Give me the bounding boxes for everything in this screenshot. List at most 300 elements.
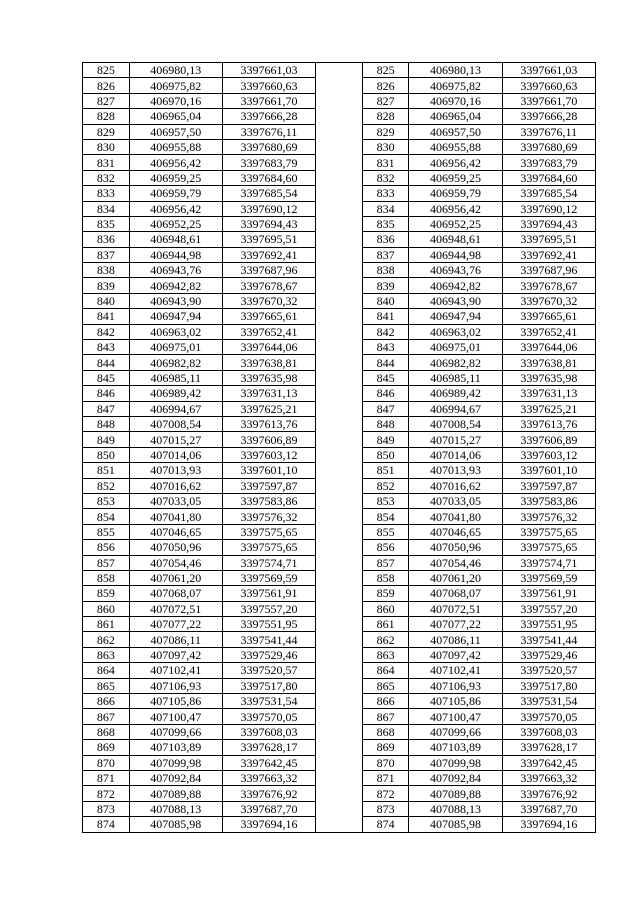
left-y-coordinate: 3397695,51 [222, 232, 315, 247]
right-point-number: 863 [362, 647, 409, 662]
right-x-coordinate: 407088,13 [409, 801, 502, 816]
left-x-coordinate: 407105,86 [129, 694, 222, 709]
column-gap [316, 647, 363, 662]
left-x-coordinate: 406952,25 [129, 216, 222, 231]
right-x-coordinate: 407046,65 [409, 524, 502, 539]
left-y-coordinate: 3397680,69 [222, 139, 315, 154]
left-x-coordinate: 406942,82 [129, 278, 222, 293]
table-row [83, 78, 596, 93]
left-x-coordinate: 407097,42 [129, 647, 222, 662]
table-row [83, 416, 596, 431]
left-point-number: 873 [83, 801, 130, 816]
table-row [83, 694, 596, 709]
table-row [83, 309, 596, 324]
right-point-number: 836 [362, 232, 409, 247]
right-point-number: 846 [362, 386, 409, 401]
table-row [83, 263, 596, 278]
left-x-coordinate: 407103,89 [129, 740, 222, 755]
left-x-coordinate: 407015,27 [129, 432, 222, 447]
right-point-number: 848 [362, 416, 409, 431]
left-x-coordinate: 406994,67 [129, 401, 222, 416]
right-y-coordinate: 3397520,57 [502, 663, 595, 678]
table-row [83, 278, 596, 293]
right-y-coordinate: 3397683,79 [502, 155, 595, 170]
left-x-coordinate: 407013,93 [129, 463, 222, 478]
right-x-coordinate: 406980,13 [409, 63, 502, 78]
right-x-coordinate: 407068,07 [409, 586, 502, 601]
right-x-coordinate: 406955,88 [409, 139, 502, 154]
table-row [83, 155, 596, 170]
left-point-number: 827 [83, 93, 130, 108]
left-y-coordinate: 3397575,65 [222, 524, 315, 539]
left-x-coordinate: 406975,82 [129, 78, 222, 93]
column-gap [316, 817, 363, 832]
left-y-coordinate: 3397583,86 [222, 493, 315, 508]
right-x-coordinate: 406947,94 [409, 309, 502, 324]
right-x-coordinate: 406975,82 [409, 78, 502, 93]
left-x-coordinate: 406959,79 [129, 186, 222, 201]
right-point-number: 826 [362, 78, 409, 93]
left-x-coordinate: 406980,13 [129, 63, 222, 78]
left-y-coordinate: 3397661,70 [222, 93, 315, 108]
table-row [83, 447, 596, 462]
right-y-coordinate: 3397551,95 [502, 617, 595, 632]
column-gap [316, 170, 363, 185]
right-y-coordinate: 3397557,20 [502, 601, 595, 616]
left-y-coordinate: 3397644,06 [222, 340, 315, 355]
table-row [83, 601, 596, 616]
right-x-coordinate: 406943,90 [409, 293, 502, 308]
right-y-coordinate: 3397680,69 [502, 139, 595, 154]
left-point-number: 860 [83, 601, 130, 616]
column-gap [316, 63, 363, 78]
right-x-coordinate: 407072,51 [409, 601, 502, 616]
table-row [83, 817, 596, 832]
left-x-coordinate: 406943,76 [129, 263, 222, 278]
column-gap [316, 540, 363, 555]
left-x-coordinate: 406965,04 [129, 109, 222, 124]
right-y-coordinate: 3397606,89 [502, 432, 595, 447]
right-y-coordinate: 3397663,32 [502, 770, 595, 785]
left-x-coordinate: 407046,65 [129, 524, 222, 539]
left-y-coordinate: 3397635,98 [222, 370, 315, 385]
right-x-coordinate: 406948,61 [409, 232, 502, 247]
coordinates-sheet [82, 62, 596, 833]
column-gap [316, 463, 363, 478]
left-y-coordinate: 3397613,76 [222, 416, 315, 431]
table-row [83, 570, 596, 585]
right-point-number: 872 [362, 786, 409, 801]
table-row [83, 617, 596, 632]
column-gap [316, 770, 363, 785]
right-point-number: 825 [362, 63, 409, 78]
table-row [83, 801, 596, 816]
column-gap [316, 524, 363, 539]
left-point-number: 850 [83, 447, 130, 462]
table-row [83, 386, 596, 401]
left-x-coordinate: 406959,25 [129, 170, 222, 185]
column-gap [316, 586, 363, 601]
right-y-coordinate: 3397694,16 [502, 817, 595, 832]
left-point-number: 854 [83, 509, 130, 524]
right-y-coordinate: 3397652,41 [502, 324, 595, 339]
left-y-coordinate: 3397638,81 [222, 355, 315, 370]
left-point-number: 874 [83, 817, 130, 832]
left-y-coordinate: 3397683,79 [222, 155, 315, 170]
left-point-number: 870 [83, 755, 130, 770]
right-y-coordinate: 3397569,59 [502, 570, 595, 585]
left-x-coordinate: 407033,05 [129, 493, 222, 508]
column-gap [316, 201, 363, 216]
left-y-coordinate: 3397660,63 [222, 78, 315, 93]
column-gap [316, 432, 363, 447]
table-row [83, 139, 596, 154]
left-x-coordinate: 407068,07 [129, 586, 222, 601]
column-gap [316, 663, 363, 678]
column-gap [316, 694, 363, 709]
table-row [83, 340, 596, 355]
column-gap [316, 293, 363, 308]
left-x-coordinate: 406989,42 [129, 386, 222, 401]
left-x-coordinate: 406948,61 [129, 232, 222, 247]
column-gap [316, 509, 363, 524]
right-point-number: 858 [362, 570, 409, 585]
right-x-coordinate: 406963,02 [409, 324, 502, 339]
left-x-coordinate: 407100,47 [129, 709, 222, 724]
right-point-number: 865 [362, 678, 409, 693]
column-gap [316, 139, 363, 154]
right-point-number: 839 [362, 278, 409, 293]
left-y-coordinate: 3397631,13 [222, 386, 315, 401]
table-row [83, 201, 596, 216]
left-x-coordinate: 406943,90 [129, 293, 222, 308]
right-point-number: 841 [362, 309, 409, 324]
left-y-coordinate: 3397597,87 [222, 478, 315, 493]
right-x-coordinate: 407050,96 [409, 540, 502, 555]
table-row [83, 770, 596, 785]
left-point-number: 828 [83, 109, 130, 124]
right-y-coordinate: 3397631,13 [502, 386, 595, 401]
right-x-coordinate: 406952,25 [409, 216, 502, 231]
right-point-number: 866 [362, 694, 409, 709]
column-gap [316, 555, 363, 570]
right-y-coordinate: 3397638,81 [502, 355, 595, 370]
left-y-coordinate: 3397574,71 [222, 555, 315, 570]
table-row [83, 647, 596, 662]
right-y-coordinate: 3397574,71 [502, 555, 595, 570]
left-y-coordinate: 3397531,54 [222, 694, 315, 709]
right-point-number: 853 [362, 493, 409, 508]
left-x-coordinate: 407072,51 [129, 601, 222, 616]
column-gap [316, 247, 363, 262]
right-y-coordinate: 3397575,65 [502, 524, 595, 539]
right-y-coordinate: 3397676,11 [502, 124, 595, 139]
left-x-coordinate: 407041,80 [129, 509, 222, 524]
left-x-coordinate: 407054,46 [129, 555, 222, 570]
right-x-coordinate: 406943,76 [409, 263, 502, 278]
left-x-coordinate: 407099,66 [129, 724, 222, 739]
right-x-coordinate: 407097,42 [409, 647, 502, 662]
left-x-coordinate: 407016,62 [129, 478, 222, 493]
right-y-coordinate: 3397661,03 [502, 63, 595, 78]
left-point-number: 826 [83, 78, 130, 93]
right-point-number: 838 [362, 263, 409, 278]
left-y-coordinate: 3397625,21 [222, 401, 315, 416]
left-point-number: 832 [83, 170, 130, 185]
right-x-coordinate: 407103,89 [409, 740, 502, 755]
right-y-coordinate: 3397660,63 [502, 78, 595, 93]
left-point-number: 839 [83, 278, 130, 293]
right-y-coordinate: 3397695,51 [502, 232, 595, 247]
left-x-coordinate: 406955,88 [129, 139, 222, 154]
right-x-coordinate: 406994,67 [409, 401, 502, 416]
left-y-coordinate: 3397561,91 [222, 586, 315, 601]
table-row [83, 632, 596, 647]
table-row [83, 493, 596, 508]
table-row [83, 432, 596, 447]
right-y-coordinate: 3397541,44 [502, 632, 595, 647]
left-point-number: 857 [83, 555, 130, 570]
right-point-number: 840 [362, 293, 409, 308]
left-y-coordinate: 3397694,43 [222, 216, 315, 231]
table-row [83, 663, 596, 678]
left-x-coordinate: 406975,01 [129, 340, 222, 355]
left-point-number: 871 [83, 770, 130, 785]
left-x-coordinate: 406970,16 [129, 93, 222, 108]
left-y-coordinate: 3397687,96 [222, 263, 315, 278]
right-point-number: 833 [362, 186, 409, 201]
right-x-coordinate: 407013,93 [409, 463, 502, 478]
right-x-coordinate: 407092,84 [409, 770, 502, 785]
right-x-coordinate: 407015,27 [409, 432, 502, 447]
right-point-number: 852 [362, 478, 409, 493]
left-point-number: 853 [83, 493, 130, 508]
right-point-number: 857 [362, 555, 409, 570]
left-point-number: 833 [83, 186, 130, 201]
left-x-coordinate: 407106,93 [129, 678, 222, 693]
table-row [83, 540, 596, 555]
right-x-coordinate: 406944,98 [409, 247, 502, 262]
left-y-coordinate: 3397541,44 [222, 632, 315, 647]
left-y-coordinate: 3397517,80 [222, 678, 315, 693]
right-y-coordinate: 3397644,06 [502, 340, 595, 355]
left-y-coordinate: 3397575,65 [222, 540, 315, 555]
table-row [83, 216, 596, 231]
right-x-coordinate: 407106,93 [409, 678, 502, 693]
right-x-coordinate: 407089,88 [409, 786, 502, 801]
column-gap [316, 93, 363, 108]
left-point-number: 856 [83, 540, 130, 555]
table-row [83, 370, 596, 385]
right-y-coordinate: 3397570,05 [502, 709, 595, 724]
right-x-coordinate: 407054,46 [409, 555, 502, 570]
table-row [83, 755, 596, 770]
right-y-coordinate: 3397684,60 [502, 170, 595, 185]
left-point-number: 830 [83, 139, 130, 154]
left-y-coordinate: 3397676,92 [222, 786, 315, 801]
left-point-number: 842 [83, 324, 130, 339]
right-x-coordinate: 406970,16 [409, 93, 502, 108]
right-x-coordinate: 406975,01 [409, 340, 502, 355]
right-x-coordinate: 406985,11 [409, 370, 502, 385]
right-x-coordinate: 406956,42 [409, 155, 502, 170]
right-x-coordinate: 407033,05 [409, 493, 502, 508]
right-y-coordinate: 3397661,70 [502, 93, 595, 108]
right-x-coordinate: 406989,42 [409, 386, 502, 401]
left-y-coordinate: 3397608,03 [222, 724, 315, 739]
table-row [83, 678, 596, 693]
right-x-coordinate: 407061,20 [409, 570, 502, 585]
left-x-coordinate: 407099,98 [129, 755, 222, 770]
left-y-coordinate: 3397687,70 [222, 801, 315, 816]
right-x-coordinate: 407014,06 [409, 447, 502, 462]
left-y-coordinate: 3397670,32 [222, 293, 315, 308]
left-y-coordinate: 3397684,60 [222, 170, 315, 185]
left-y-coordinate: 3397576,32 [222, 509, 315, 524]
coordinates-table-body [83, 63, 596, 833]
column-gap [316, 186, 363, 201]
left-x-coordinate: 407061,20 [129, 570, 222, 585]
left-x-coordinate: 406956,42 [129, 155, 222, 170]
left-x-coordinate: 406944,98 [129, 247, 222, 262]
right-y-coordinate: 3397583,86 [502, 493, 595, 508]
left-point-number: 872 [83, 786, 130, 801]
left-y-coordinate: 3397557,20 [222, 601, 315, 616]
left-y-coordinate: 3397603,12 [222, 447, 315, 462]
left-point-number: 848 [83, 416, 130, 431]
left-point-number: 836 [83, 232, 130, 247]
right-x-coordinate: 407077,22 [409, 617, 502, 632]
left-y-coordinate: 3397570,05 [222, 709, 315, 724]
right-x-coordinate: 406965,04 [409, 109, 502, 124]
left-point-number: 867 [83, 709, 130, 724]
right-y-coordinate: 3397517,80 [502, 678, 595, 693]
column-gap [316, 355, 363, 370]
right-point-number: 867 [362, 709, 409, 724]
table-row [83, 709, 596, 724]
right-point-number: 864 [362, 663, 409, 678]
left-x-coordinate: 407085,98 [129, 817, 222, 832]
left-x-coordinate: 407092,84 [129, 770, 222, 785]
table-row [83, 401, 596, 416]
left-point-number: 863 [83, 647, 130, 662]
column-gap [316, 801, 363, 816]
right-point-number: 860 [362, 601, 409, 616]
left-x-coordinate: 406982,82 [129, 355, 222, 370]
left-x-coordinate: 407077,22 [129, 617, 222, 632]
left-y-coordinate: 3397692,41 [222, 247, 315, 262]
column-gap [316, 570, 363, 585]
right-x-coordinate: 406959,25 [409, 170, 502, 185]
left-x-coordinate: 407050,96 [129, 540, 222, 555]
left-point-number: 865 [83, 678, 130, 693]
right-x-coordinate: 407100,47 [409, 709, 502, 724]
right-point-number: 854 [362, 509, 409, 524]
right-x-coordinate: 407099,98 [409, 755, 502, 770]
right-y-coordinate: 3397692,41 [502, 247, 595, 262]
right-y-coordinate: 3397687,96 [502, 263, 595, 278]
left-y-coordinate: 3397694,16 [222, 817, 315, 832]
table-row [83, 93, 596, 108]
left-y-coordinate: 3397520,57 [222, 663, 315, 678]
right-y-coordinate: 3397687,70 [502, 801, 595, 816]
left-point-number: 829 [83, 124, 130, 139]
left-point-number: 855 [83, 524, 130, 539]
right-point-number: 845 [362, 370, 409, 385]
right-y-coordinate: 3397635,98 [502, 370, 595, 385]
right-x-coordinate: 406959,79 [409, 186, 502, 201]
right-point-number: 868 [362, 724, 409, 739]
right-y-coordinate: 3397608,03 [502, 724, 595, 739]
right-point-number: 831 [362, 155, 409, 170]
right-point-number: 850 [362, 447, 409, 462]
column-gap [316, 324, 363, 339]
left-y-coordinate: 3397652,41 [222, 324, 315, 339]
left-x-coordinate: 406985,11 [129, 370, 222, 385]
left-x-coordinate: 407102,41 [129, 663, 222, 678]
column-gap [316, 263, 363, 278]
column-gap [316, 124, 363, 139]
column-gap [316, 340, 363, 355]
left-point-number: 843 [83, 340, 130, 355]
right-point-number: 828 [362, 109, 409, 124]
right-y-coordinate: 3397603,12 [502, 447, 595, 462]
right-point-number: 859 [362, 586, 409, 601]
right-y-coordinate: 3397642,45 [502, 755, 595, 770]
right-point-number: 847 [362, 401, 409, 416]
column-gap [316, 216, 363, 231]
left-y-coordinate: 3397551,95 [222, 617, 315, 632]
column-gap [316, 416, 363, 431]
right-x-coordinate: 407105,86 [409, 694, 502, 709]
left-y-coordinate: 3397663,32 [222, 770, 315, 785]
right-y-coordinate: 3397576,32 [502, 509, 595, 524]
left-point-number: 840 [83, 293, 130, 308]
right-y-coordinate: 3397666,28 [502, 109, 595, 124]
table-row [83, 509, 596, 524]
right-point-number: 837 [362, 247, 409, 262]
column-gap [316, 386, 363, 401]
right-point-number: 873 [362, 801, 409, 816]
right-point-number: 855 [362, 524, 409, 539]
left-y-coordinate: 3397676,11 [222, 124, 315, 139]
right-point-number: 870 [362, 755, 409, 770]
right-point-number: 835 [362, 216, 409, 231]
left-point-number: 834 [83, 201, 130, 216]
right-y-coordinate: 3397625,21 [502, 401, 595, 416]
right-y-coordinate: 3397628,17 [502, 740, 595, 755]
left-x-coordinate: 406957,50 [129, 124, 222, 139]
left-x-coordinate: 407008,54 [129, 416, 222, 431]
right-y-coordinate: 3397531,54 [502, 694, 595, 709]
left-point-number: 837 [83, 247, 130, 262]
column-gap [316, 155, 363, 170]
left-point-number: 838 [83, 263, 130, 278]
right-y-coordinate: 3397665,61 [502, 309, 595, 324]
left-x-coordinate: 407014,06 [129, 447, 222, 462]
table-row [83, 324, 596, 339]
left-point-number: 852 [83, 478, 130, 493]
right-y-coordinate: 3397676,92 [502, 786, 595, 801]
column-gap [316, 478, 363, 493]
table-row [83, 786, 596, 801]
right-x-coordinate: 407008,54 [409, 416, 502, 431]
column-gap [316, 78, 363, 93]
left-y-coordinate: 3397665,61 [222, 309, 315, 324]
right-point-number: 834 [362, 201, 409, 216]
table-row [83, 63, 596, 78]
table-row [83, 463, 596, 478]
